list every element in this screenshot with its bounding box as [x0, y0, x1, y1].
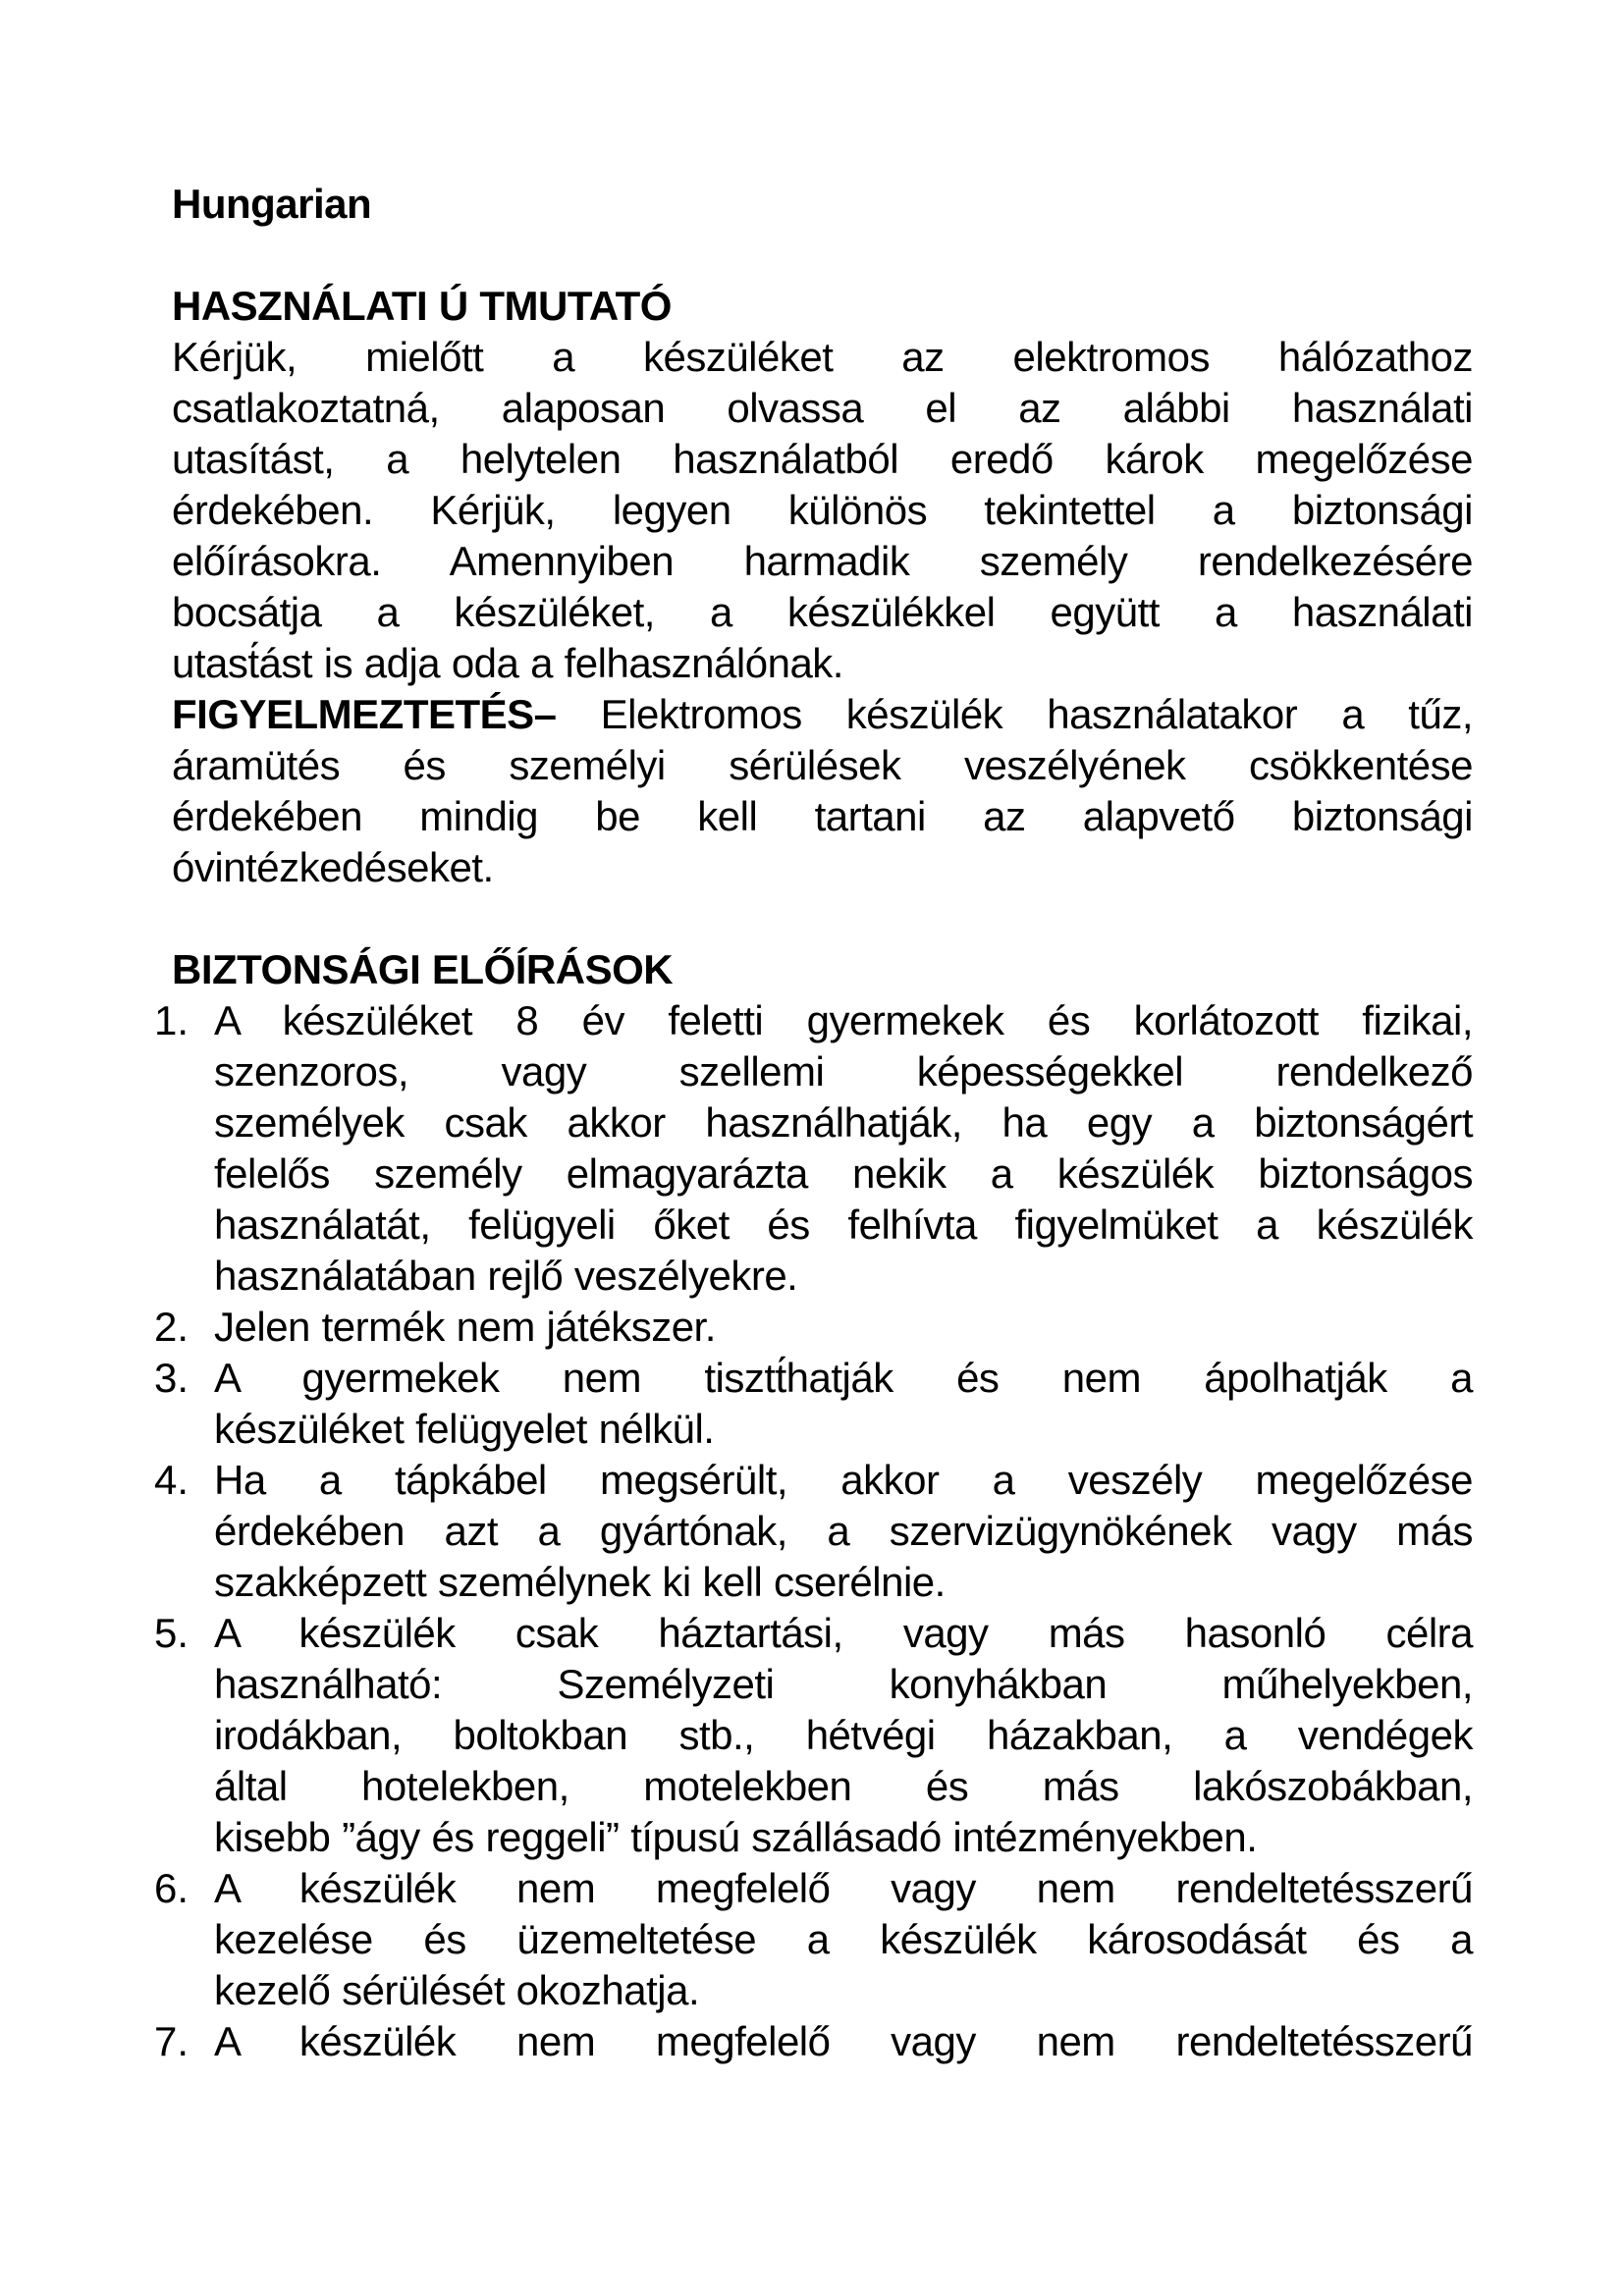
- text-line: személyek csak akkor használhatják, ha egy a biztonságért: [214, 1099, 1473, 1146]
- paragraph: [172, 332, 1473, 893]
- blank-line: [172, 230, 1473, 281]
- text-line: csatlakoztatná, alaposan olvassa el az alábbi használati: [172, 385, 1473, 431]
- text-line: Kérjük, mielőtt a készüléket az elektromos hálózathoz: [172, 334, 1473, 380]
- section-heading-safety: BIZTONSÁGI ELŐÍRÁSOK: [172, 946, 674, 992]
- text-line: érdekében. Kérjük, legyen különös tekintettel a biztonsági: [172, 487, 1473, 533]
- text-line: óvintézkedéseket.: [172, 844, 494, 890]
- text-line: kisebb ”ágy és reggeli” típusú szállásadó intézményekben.: [214, 1814, 1258, 1860]
- text-line: 6. A készülék nem megfelelő vagy nem rendeltetésszerű: [172, 1863, 1473, 1914]
- text-line: szakképzett személynek ki kell cserélnie.: [214, 1559, 946, 1605]
- text-line: utasítást, a helytelen használatból eredő károk megelőzése: [172, 436, 1473, 482]
- list-item: [154, 995, 1473, 1302]
- list-item: [154, 1863, 1473, 2016]
- text-line: 4. Ha a tápkábel megsérült, akkor a veszély megelőzése: [172, 1455, 1473, 1506]
- text-line: előírásokra. Amennyiben harmadik személy rendelkezésére: [172, 538, 1473, 584]
- list-item: [154, 1302, 1473, 1353]
- list-item-number: 6.: [154, 1865, 189, 1911]
- text-line: érdekében mindig be kell tartani az alapvető biztonsági: [172, 793, 1473, 839]
- text-line: áramütés és személyi sérülések veszélyének csökkentése: [172, 742, 1473, 788]
- text-line: használatában rejlő veszélyekre.: [214, 1253, 798, 1299]
- text-line: szenzoros, vagy szellemi képességekkel rendelkező: [214, 1048, 1473, 1095]
- list-item: [154, 1353, 1473, 1455]
- text-line: felelős személy elmagyarázta nekik a készülék biztonságos: [214, 1150, 1473, 1197]
- blank-line: [172, 893, 1473, 944]
- bold-run: FIGYELMEZTETÉS–: [172, 691, 557, 737]
- text-line: használható: Személyzeti konyhákban műhelyekben,: [214, 1661, 1473, 1707]
- text-line: irodákban, boltokban stb., hétvégi házakban, a vendégek: [214, 1712, 1473, 1758]
- list-item-number: 1.: [154, 997, 189, 1043]
- text-line: kezelése és üzemeltetése a készülék károsodását és a: [214, 1916, 1473, 1962]
- list-item-number: 3.: [154, 1355, 189, 1401]
- text-line: érdekében azt a gyártónak, a szervizügynökének vagy más: [214, 1508, 1473, 1554]
- list-item-number: 5.: [154, 1610, 189, 1656]
- list-item-number: 7.: [154, 2018, 189, 2064]
- text-line: utast́ást is adja oda a felhasználónak.: [172, 640, 843, 686]
- list-item-number: 2.: [154, 1304, 189, 1350]
- text-line: 1. A készüléket 8 év feletti gyermekek és korlátozott fizikai,: [172, 995, 1473, 1046]
- text-line: kezelő sérülését okozhatja.: [214, 1967, 700, 2013]
- text-line: által hotelekben, motelekben és más lakószobákban,: [214, 1763, 1473, 1809]
- list-item: [154, 1455, 1473, 1608]
- text-line: készüléket felügyelet nélkül.: [214, 1406, 715, 1452]
- text-line: 3. A gyermekek nem tisztt́hatják és nem ápolhatják a: [172, 1353, 1473, 1404]
- list-item: [154, 2016, 1473, 2067]
- document-content: [154, 179, 1473, 2067]
- text-line: 2. Jelen termék nem játékszer.: [172, 1302, 1473, 1353]
- text-line: 5. A készülék csak háztartási, vagy más hasonló célra: [172, 1608, 1473, 1659]
- text-line: FIGYELMEZTETÉS– Elektromos készülék használatakor a tűz,: [172, 691, 1473, 737]
- section-heading-usage: HASZNÁLATI Ú TMUTATÓ: [172, 283, 672, 329]
- list-item: [154, 1608, 1473, 1863]
- numbered-list: [154, 995, 1473, 2067]
- list-item-number: 4.: [154, 1457, 189, 1503]
- text-line: használatát, felügyeli őket és felhívta figyelmüket a készülék: [214, 1201, 1473, 1248]
- language-title: Hungarian: [172, 181, 372, 227]
- text-line: 7. A készülék nem megfelelő vagy nem rendeltetésszerű: [172, 2016, 1473, 2067]
- text-line: bocsátja a készüléket, a készülékkel együtt a használati: [172, 589, 1473, 635]
